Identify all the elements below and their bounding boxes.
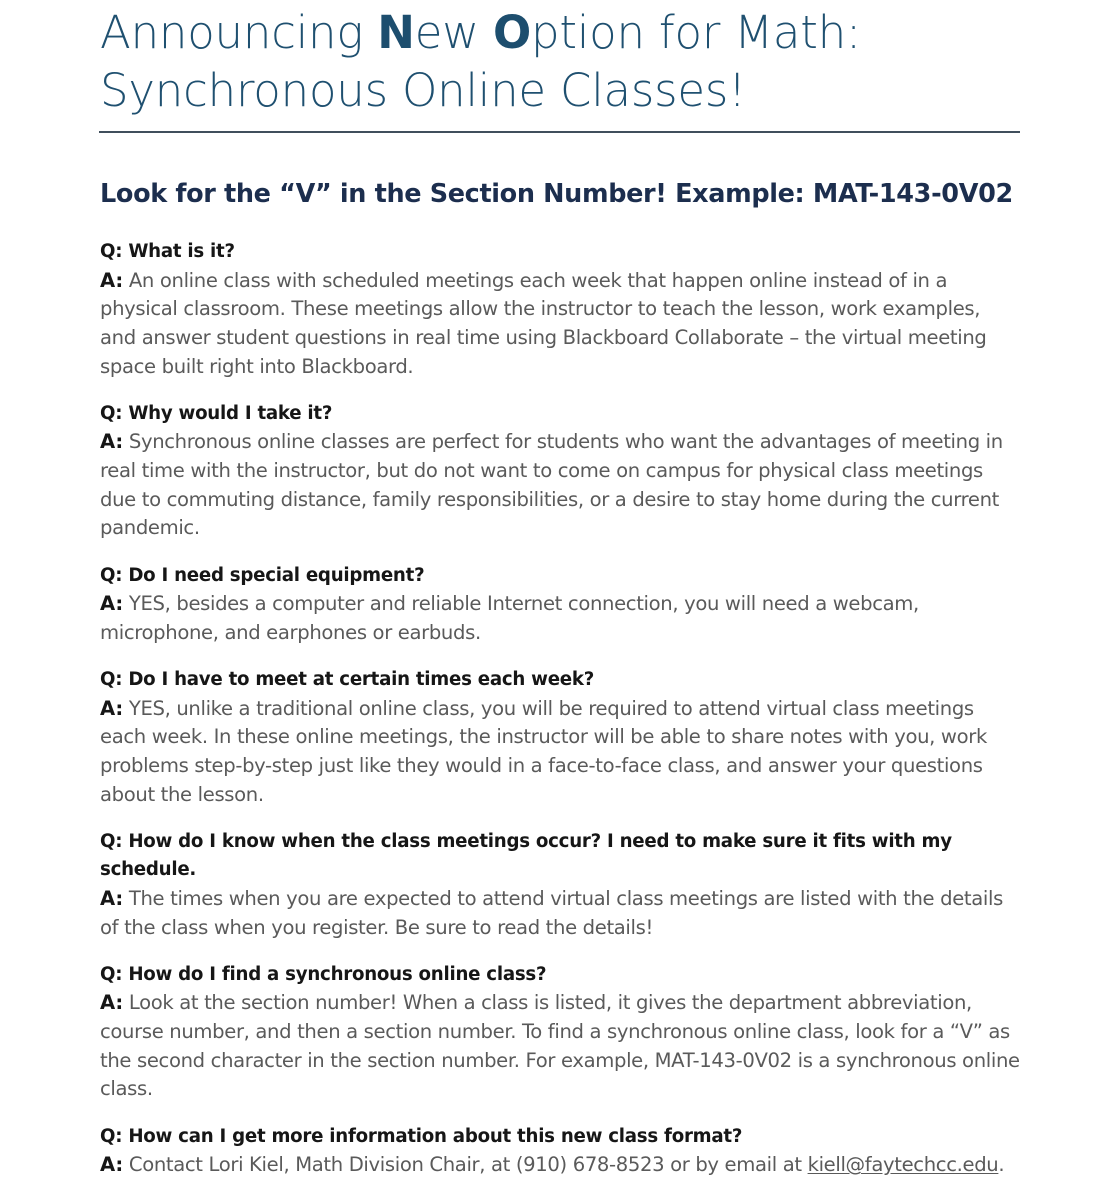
faq-item — [100, 562, 1020, 648]
faq-answer — [100, 267, 1020, 382]
page-title-segment: Announcing — [100, 6, 378, 59]
faq-question: Q: Do I have to meet at certain times each week? — [100, 669, 595, 691]
faq-list — [100, 210, 1020, 1180]
subtitle: Look for the “V” in the Section Number! Example: MAT-143-0V02 — [100, 179, 1013, 209]
page-title — [100, 0, 1020, 120]
answer-text: An online class with scheduled meetings each week that happen online instead of in a physical classroom. These meetings allow the instructor to teach the lesson, work examples, and answer student questions in real time using Blackboard Collaborate – the virtual meeting space built right into Blackboard. — [100, 268, 987, 378]
faq-question: Q: How can I get more information about this new class format? — [100, 1125, 743, 1147]
page-title-line2: Synchronous Online Classes! — [100, 64, 746, 117]
page-title-segment: ption for Math: — [531, 6, 861, 59]
faq-question: Q: How do I know when the class meetings occur? I need to make sure it fits with my schedule. — [100, 830, 952, 881]
answer-label: A: — [100, 886, 123, 910]
faq-question: Q: Why would I take it? — [100, 402, 333, 424]
answer-text: YES, besides a computer and reliable Internet connection, you will need a webcam, microphone, and earphones or earbuds. — [100, 592, 919, 644]
answer-label: A: — [100, 696, 123, 720]
page-title-bold-o: O — [492, 6, 532, 59]
faq-answer — [100, 590, 1020, 647]
page-title-line1 — [100, 6, 861, 59]
page-title-segment: ew — [414, 6, 493, 59]
answer-label: A: — [100, 430, 123, 454]
faq-item — [100, 238, 1020, 381]
faq-item — [100, 666, 1020, 809]
answer-text: Contact Lori Kiel, Math Division Chair, at (910) 678-8523 or by email at — [128, 1153, 808, 1177]
answer-text: Look at the section number! When a class is listed, it gives the department abbreviation, course number, and then a section number. To find a synchronous online class, look for a “V” as the second character in the section number. For example, MAT-143-0V02 is a synchronous online class. — [100, 991, 1020, 1101]
faq-answer — [100, 1151, 1020, 1180]
answer-label: A: — [100, 268, 123, 292]
answer-label: A: — [100, 1153, 123, 1177]
answer-text: The times when you are expected to attend virtual class meetings are listed with the details of the class when you register. Be sure to read the details! — [100, 886, 1003, 939]
answer-text: YES, unlike a traditional online class, you will be required to attend virtual class meetings each week. In these online meetings, the instructor will be able to share notes with you, work problems step-by-step just like they would in a face-to-face class, and answer your questions about the lesson. — [100, 696, 987, 806]
faq-question: Q: What is it? — [100, 241, 235, 262]
answer-text: . — [998, 1153, 1005, 1177]
faq-question: Q: How do I find a synchronous online class? — [100, 963, 547, 985]
answer-label: A: — [100, 991, 123, 1015]
faq-item — [100, 1123, 1020, 1180]
faq-answer — [100, 989, 1020, 1104]
faq-item — [100, 828, 1020, 942]
page-title-bold-n: N — [377, 6, 415, 59]
email-link[interactable]: kiell@faytechcc.edu — [807, 1153, 999, 1177]
faq-question: Q: Do I need special equipment? — [100, 564, 425, 586]
answer-text: Synchronous online classes are perfect for students who want the advantages of meeting in real time with the instructor, but do not want to come on campus for physical class meetings due to commuting distance, family responsibilities, or a desire to stay home during the current pandemic. — [100, 430, 1003, 540]
faq-answer — [100, 428, 1020, 543]
answer-label: A: — [100, 592, 123, 616]
faq-item — [100, 961, 1020, 1104]
faq-answer — [100, 885, 1020, 942]
faq-item — [100, 400, 1020, 543]
faq-answer — [100, 695, 1020, 810]
